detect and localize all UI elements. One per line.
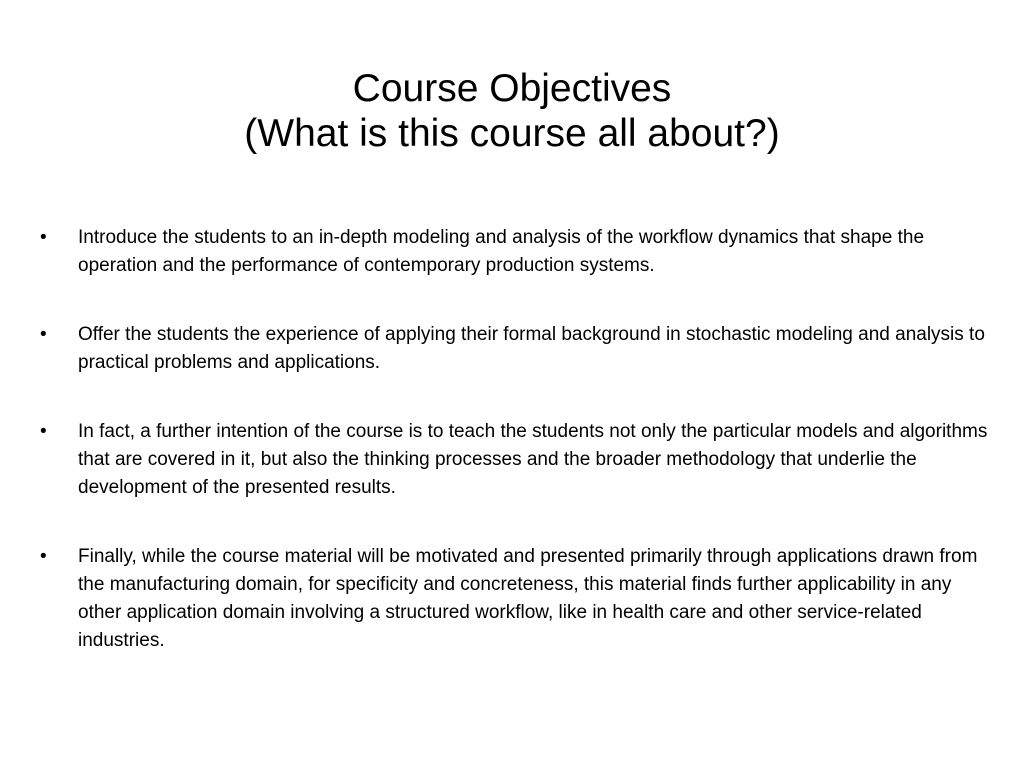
bullet-dot-icon: • (40, 227, 47, 248)
bullet-dot-icon: • (40, 421, 47, 442)
bullet-dot-icon: • (40, 546, 47, 567)
bullet-text-4: Finally, while the course material will be motivated and presented primarily through applications drawn from the manufacturing domain, for specificity and concreteness, this material finds further applicability in any other application domain involving a structured workflow, like in health care and other service-related industries. (78, 546, 978, 651)
title-line-2: (What is this course all about?) (244, 112, 780, 155)
bullet-item-3 (38, 418, 998, 502)
bullet-text-3: In fact, a further intention of the course is to teach the students not only the particular models and algorithms that are covered in it, but also the thinking processes and the broader methodology that underlie the development of the presented results. (78, 421, 988, 498)
slide-title (0, 66, 1024, 156)
bullet-text-2: Offer the students the experience of applying their formal background in stochastic modeling and analysis to practical problems and applications. (78, 324, 985, 373)
bullet-item-4 (38, 543, 998, 655)
bullet-text-1: Introduce the students to an in-depth modeling and analysis of the workflow dynamics that shape the operation and the performance of contemporary production systems. (78, 227, 925, 276)
bullet-dot-icon: • (40, 324, 47, 345)
bullet-item-2 (38, 321, 998, 377)
bullet-list (38, 224, 998, 696)
title-line-1: Course Objectives (352, 67, 672, 110)
bullet-item-1 (38, 224, 998, 280)
